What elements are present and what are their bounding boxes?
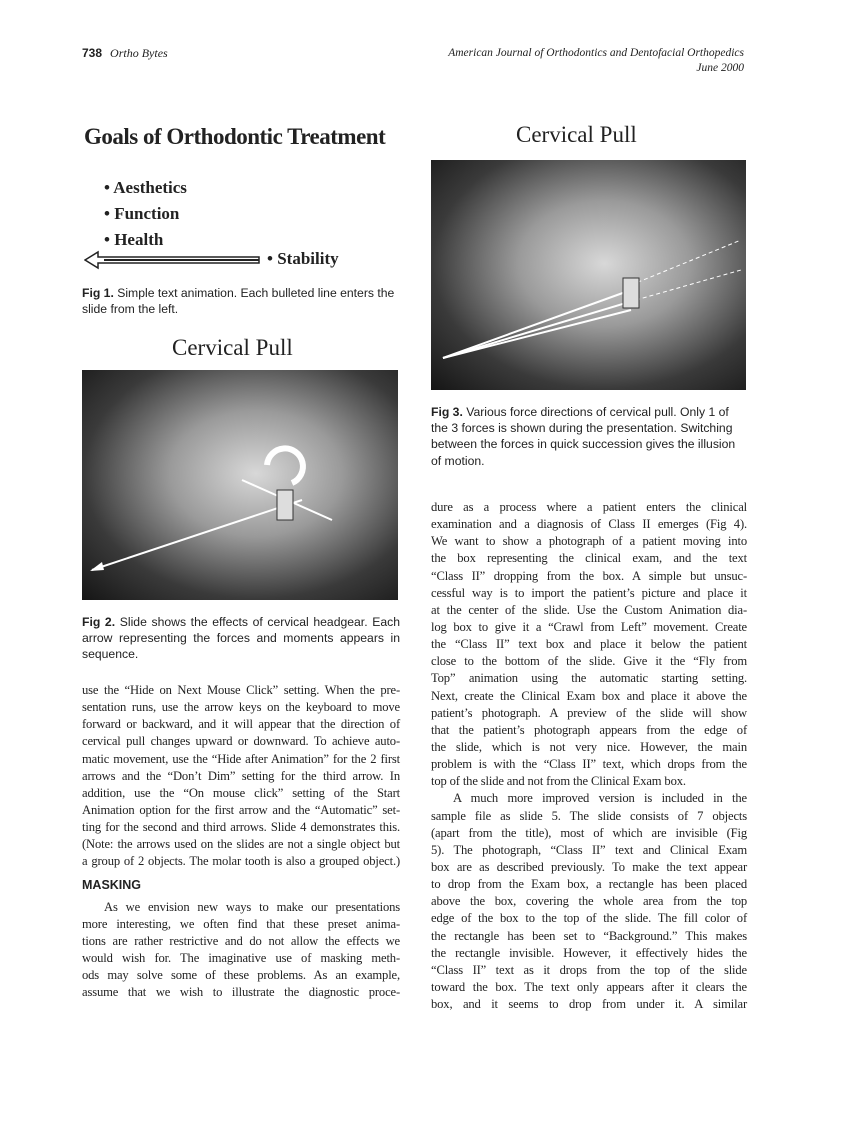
text-line: (Note: the arrows used on the slides are not a single object but — [82, 837, 400, 852]
text-line: edge of the box to the top of the slide. The fill color of — [431, 911, 747, 926]
text-line: more interesting, we often find that these preset anima- — [82, 916, 400, 931]
text-line: cervical pull changes upward or downward. To achieve auto- — [82, 734, 400, 749]
caption-label: Fig 2. — [82, 615, 116, 629]
text-line: at the center of the slide. Use the Custom Animation dia- — [431, 602, 747, 617]
text-line: Top” animation using the automatic starting setting. — [431, 671, 747, 686]
text-line: forward or backward, and it will appear that the direction of — [82, 717, 400, 732]
issue-date: June 2000 — [696, 62, 744, 74]
text-line: sentation runs, use the arrow keys on the keyboard to move — [82, 700, 400, 715]
text-line: the box representing the clinical exam, and the text — [431, 551, 747, 566]
text-line: use the “Hide on Next Mouse Click” setting. When the pre- — [82, 683, 400, 697]
text-line: a group of 2 objects. The molar tooth is also a grouped object.) — [82, 854, 400, 869]
text-line: Next, create the Clinical Exam box and place it above the — [431, 688, 747, 703]
text-line: close to the bottom of the slide. Give it the “Fly from — [431, 654, 747, 669]
caption-text: Simple text animation. Each bulleted line enters the slide from the left. — [82, 286, 395, 317]
text-line: arrows and the “Don’t Dim” setting for the third arrow. In — [82, 768, 400, 783]
text-line: 5). The photograph, “Class II” text and Clinical Exam — [431, 842, 747, 857]
fig3-xray-image — [431, 160, 746, 390]
text-line: the slide, which is not very nice. However, the main — [431, 739, 747, 754]
text-line: problem is with the “Class II” text, which drops from the — [431, 757, 747, 772]
text-line: that the patient’s photograph appears from the edge of — [431, 722, 747, 737]
text-line: “Class II” text as it drops from the top of the slide — [431, 962, 747, 977]
text-line: matic movement, use the “Hide after Animation” for the 2 first — [82, 751, 400, 766]
text-line: tions are rather restrictive and do not allow the effects we — [82, 933, 400, 948]
text-line: to drop from the Exam box, a rectangle has been placed — [431, 877, 747, 892]
fig3-slide-title: Cervical Pull — [516, 122, 637, 147]
text-line: the rectangle invisible. However, it effectively hides the — [431, 945, 747, 960]
left-column-text — [82, 682, 400, 1001]
text-line: sample file as slide 5. The slide consists of 7 objects — [431, 808, 747, 823]
text-line: addition, use the “On mouse click” setting of the Start — [82, 785, 400, 800]
force-arrows-icon — [431, 160, 746, 390]
text-line: patient’s photograph. A preview of the slide will show — [431, 705, 747, 720]
text-line: box are as described previously. To make the text appear — [431, 859, 747, 874]
text-line: (apart from the title), most of which are invisible (Fig — [431, 825, 747, 840]
right-column-text — [431, 499, 747, 1013]
text-line: ting for the second and third arrows. Slide 4 demonstrates this. — [82, 820, 400, 835]
journal-title: American Journal of Orthodontics and Dentofacial Orthopedics — [448, 47, 744, 59]
page-number: 738 — [82, 46, 103, 60]
text-line: the rectangle has been set to “Background.” This makes — [431, 928, 747, 943]
bullet-item: • Function — [104, 201, 187, 227]
fig3-caption — [431, 404, 747, 469]
text-line: assume that we wish to illustrate the diagnostic proce- — [82, 985, 400, 1000]
fig2-caption — [82, 614, 400, 663]
stability-label: • Stability — [267, 249, 339, 268]
text-line: would wish for. The imaginative use of masking meth- — [82, 950, 400, 965]
bullet-item: • Health — [104, 227, 187, 253]
caption-label: Fig 1. — [82, 286, 114, 300]
text-line: As we envision new ways to make our presentations — [104, 899, 400, 914]
fig1-caption — [82, 285, 400, 317]
text-line: toward the box. The text only appears after it clears the — [431, 979, 747, 994]
text-line: examination and a diagnosis of Class II emerges (Fig 4). — [431, 517, 747, 532]
text-line: cessful way is to import the patient’s picture and place it — [431, 585, 747, 600]
text-line: We want to show a photograph of a patient moving into — [431, 534, 747, 549]
section-heading: MASKING — [82, 877, 142, 892]
section-name: Ortho Bytes — [110, 46, 168, 60]
text-line: dure as a process where a patient enters the clinical — [431, 500, 747, 514]
text-line: A much more improved version is included in the — [453, 791, 747, 806]
running-header-right — [448, 46, 744, 76]
fig1-bullets — [104, 175, 187, 253]
caption-text: Slide shows the effects of cervical headgear. Each arrow representing the forces and moments appears in sequence. — [82, 615, 401, 662]
caption-text: Various force directions of cervical pull. Only 1 of the 3 forces is shown during the presentation. Switching between the forces in quick succession gives the illusion of motion. — [431, 405, 736, 468]
force-arrows-icon — [82, 370, 398, 600]
caption-label: Fig 3. — [431, 405, 463, 419]
text-line: log box to give it a “Crawl from Left” movement. Create — [431, 619, 747, 634]
fig2-slide-title: Cervical Pull — [172, 335, 293, 360]
running-header-left — [82, 46, 168, 61]
text-line: box, and it seems to drop from under it. A similar — [431, 997, 747, 1012]
bullet-item: • Aesthetics — [104, 175, 187, 201]
text-line: above the box, covering the whole area from the top — [431, 894, 747, 909]
left-arrow-icon — [84, 250, 264, 270]
fig1-slide-title: Goals of Orthodontic Treatment — [84, 124, 386, 149]
text-line: top of the slide and not from the Clinical Exam box. — [431, 774, 686, 789]
text-line: ods may solve some of these problems. As an example, — [82, 968, 400, 983]
text-line: the “Class II” text box and place it below the patient — [431, 637, 747, 652]
text-line: Animation option for the first arrow and the “Automatic” set- — [82, 802, 400, 817]
fig2-xray-image — [82, 370, 398, 600]
text-line: “Class II” dropping from the box. A simple but unsuc- — [431, 568, 747, 583]
